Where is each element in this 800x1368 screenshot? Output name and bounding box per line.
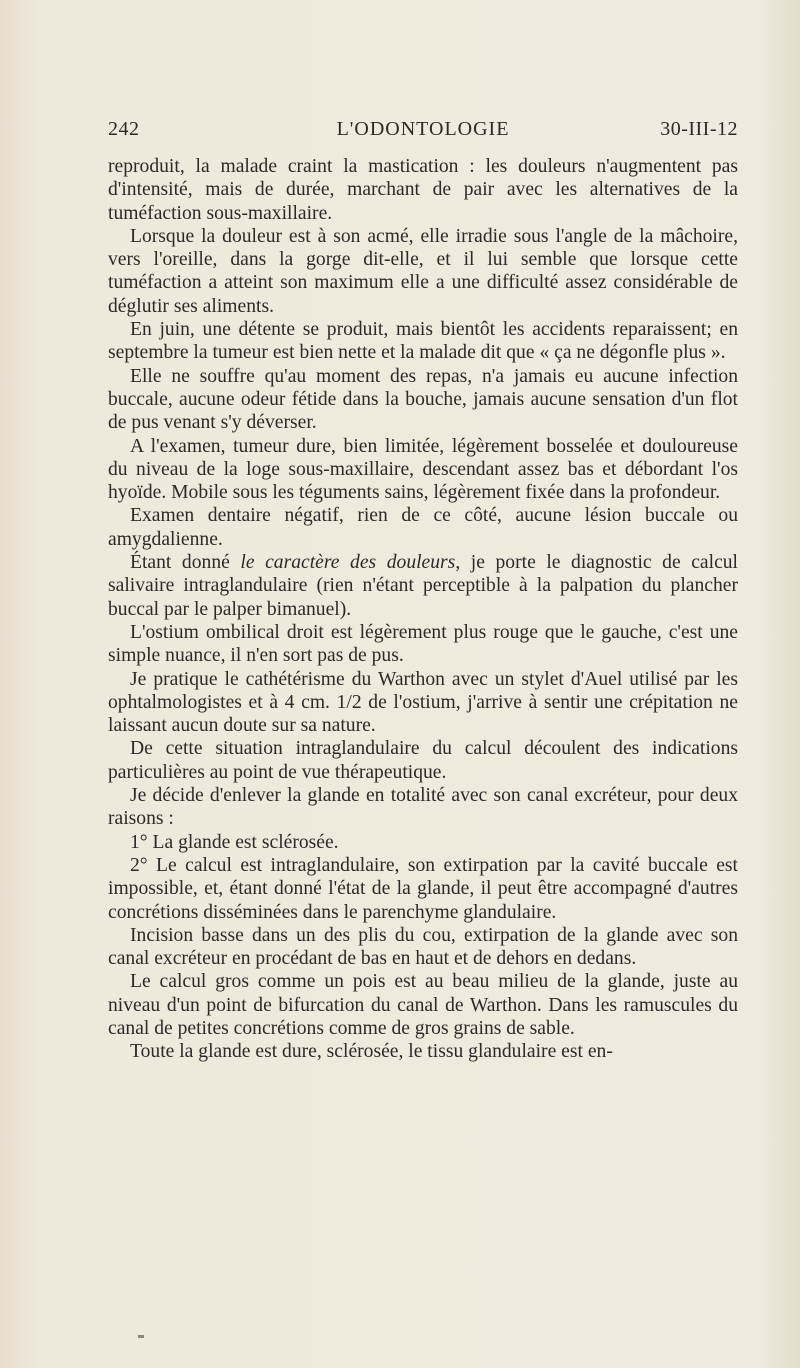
print-speck [138,1335,144,1338]
paragraph-1: reproduit, la malade craint la mastication : les douleurs n'augmentent pas d'intensité, mais de durée, marchant de pair avec les alternatives de la tuméfaction sous-maxillaire. [108,156,738,224]
paragraph-8: L'ostium ombilical droit est légèrement plus rouge que le gauche, c'est une simple nuance, il n'en sort pas de pus. [108,621,738,667]
paragraph-2: Lorsque la douleur est à son acmé, elle irradie sous l'angle de la mâchoire, vers l'oreille, dans la gorge dit-elle, et il lui semble que lorsque cette tuméfaction a atteint son maximum elle a une difficulté assez considérable de déglutir ses aliments. [108,225,738,317]
paragraph-12: 1° La glande est sclérosée. [130,831,339,853]
paragraph-3: En juin, une détente se produit, mais bientôt les accidents reparaissent; en septembre la tumeur est bien nette et la malade dit que « ça ne dégonfle plus ». [108,319,738,364]
paragraph-15: Le calcul gros comme un pois est au beau milieu de la glande, juste au niveau d'un point de bifurcation du canal de Warthon. Dans les ramuscules du canal de petites concrétions comme de gros grains de sable. [108,971,738,1039]
page-number: 242 [108,118,140,140]
paragraph-10: De cette situation intraglandulaire du calcul découlent des indications particulières au point de vue thérapeutique. [108,738,738,783]
paragraph-16: Toute la glande est dure, sclérosée, le tissu glandulaire est en- [130,1041,613,1063]
journal-title: L'ODONTOLOGIE [336,118,510,140]
paragraph-4: Elle ne souffre qu'au moment des repas, n'a jamais eu aucune infection buccale, aucune odeur fétide dans la bouche, jamais aucune sensation d'un flot de pus venant s'y déverser. [108,365,738,434]
paragraph-6: Examen dentaire négatif, rien de ce côté, aucune lésion buccale ou amygdalienne. [108,505,738,550]
paragraph-7-end: , je porte le diagnostic de calcul salivaire intraglandulaire (rien n'étant perceptible à la palpation du plancher buccal par le palper bimanuel). [108,552,739,620]
issue-date: 30-III-12 [660,118,738,140]
paragraph-5: A l'examen, tumeur dure, bien limitée, légèrement bosselée et douloureuse du niveau de la loge sous-maxillaire, descendant assez bas et débordant l'os hyoïde. Mobile sous les téguments sains, légèrement fixée dans la profondeur. [108,435,738,504]
paragraph-7-start: Étant donné [130,552,241,574]
page-body [108,155,738,1064]
paragraph-9: Je pratique le cathétérisme du Warthon avec un stylet d'Auel utilisé par les ophtalmologistes et à 4 cm. 1/2 de l'ostium, j'arrive à sentir une crépitation ne laissant aucun doute sur sa nature. [108,668,738,737]
paragraph-7 [108,551,738,621]
running-header [108,118,738,148]
paragraph-13: 2° Le calcul est intraglandulaire, son extirpation par la cavité buccale est impossible, et, étant donné l'état de la glande, il peut être accompagné d'autres concrétions disséminées dans le parenchyme glandulaire. [108,854,738,923]
paragraph-14: Incision basse dans un des plis du cou, extirpation de la glande avec son canal excréteur en procédant de bas en haut et de dehors en dedans. [108,924,738,970]
paragraph-7-italic: le caractère des douleurs [240,552,456,574]
paragraph-11: Je décide d'enlever la glande en totalité avec son canal excréteur, pour deux raisons : [108,785,738,830]
